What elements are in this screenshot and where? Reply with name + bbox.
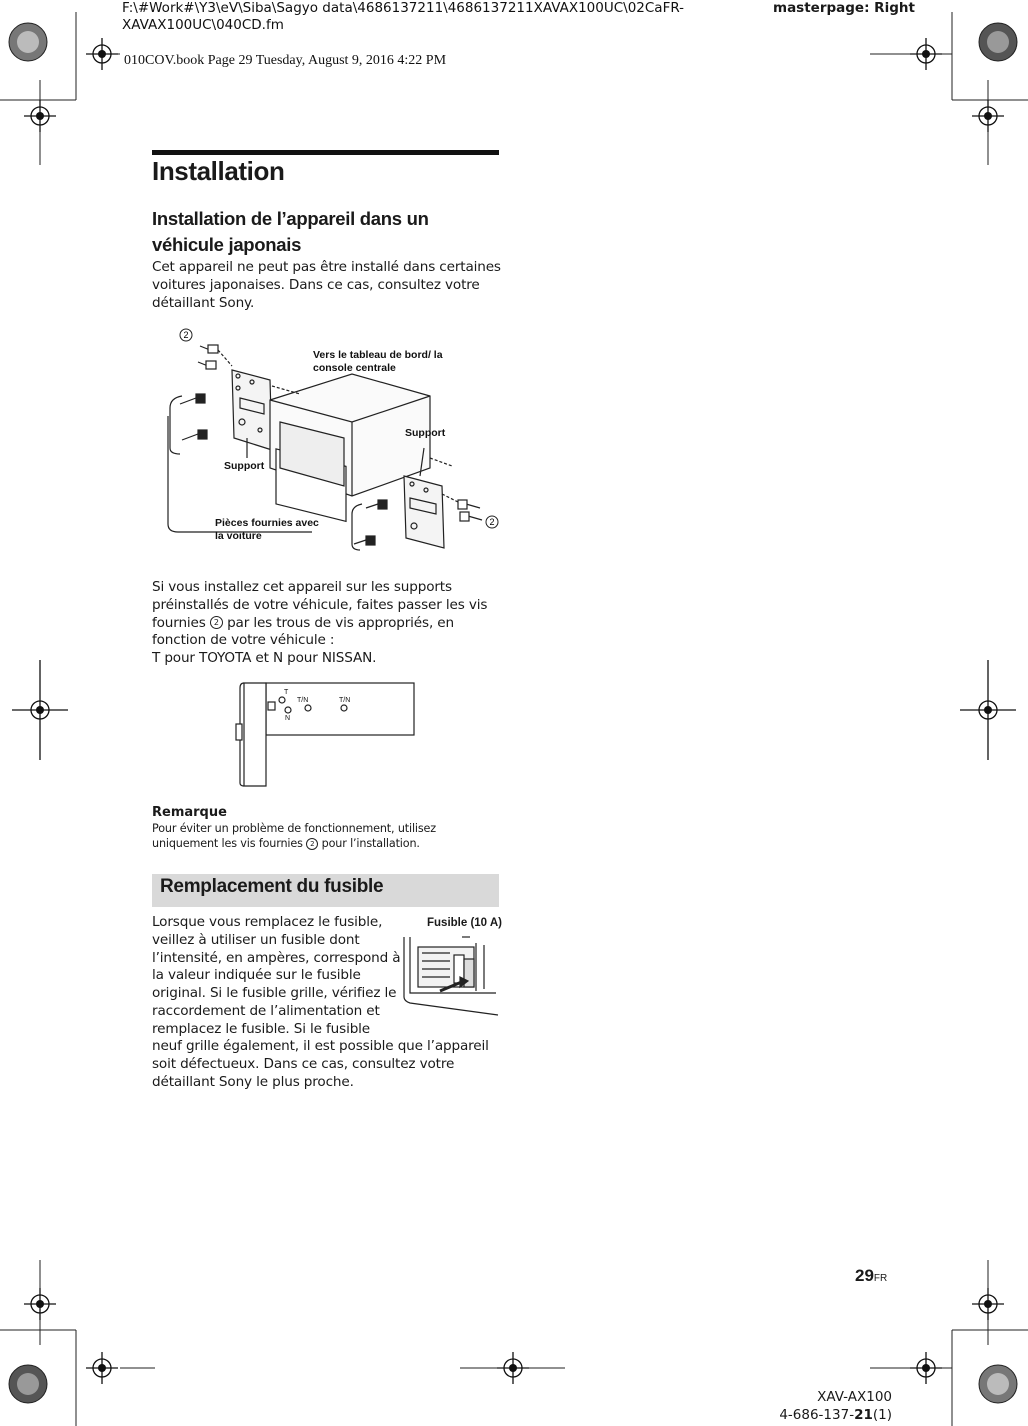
note-text bbox=[152, 821, 502, 851]
supports-text-3: T pour TOYOTA et N pour NISSAN. bbox=[152, 650, 377, 667]
masterpage-label: masterpage: Right bbox=[773, 0, 915, 16]
footer-code-suffix: (1) bbox=[872, 1407, 892, 1423]
file-path-line1: F:\#Work#\Y3\eV\Siba\Sagyo data\4686137211\4686137211XAVAX100UC\02CaFR- bbox=[122, 0, 685, 16]
page-number bbox=[855, 1266, 887, 1286]
fuse-paragraph-2: neuf grille également, il est possible que l’appareil soit défectueux. Dans ce cas, consultez votre détaillant Sony le plus proche. bbox=[152, 1038, 489, 1090]
intro-paragraph: Cet appareil ne peut pas être installé dans certaines voitures japonaises. Dans ce cas, consultez votre détaillant Sony. bbox=[152, 259, 501, 311]
note-title: Remarque bbox=[152, 805, 227, 820]
label-dashboard: Vers le tableau de bord/ la console centrale bbox=[313, 349, 443, 374]
label-support-left: Support bbox=[224, 460, 265, 472]
note-text-2: pour l’installation. bbox=[321, 837, 420, 850]
footer-code-prefix: 4-686-137- bbox=[779, 1407, 855, 1423]
hole-label-tn-1: T/N bbox=[297, 697, 309, 704]
callout-2-inline: 2 bbox=[210, 616, 223, 629]
section-rule bbox=[152, 150, 499, 155]
callout-2-note: 2 bbox=[306, 838, 318, 850]
page-lang: FR bbox=[873, 1273, 888, 1284]
supports-paragraph bbox=[152, 579, 502, 668]
label-support-right: Support bbox=[405, 427, 446, 439]
fuse-paragraph-1: Lorsque vous remplacez le fusible, veillez à utiliser un fusible dont l’intensité, en ampères, correspond à la valeur indiquée sur le fusible original. Si le fusible grille, vérifiez le raccordement de l’alimentation et remplacez le fusible. Si le fusible bbox=[152, 914, 401, 1037]
note-text-1: Pour éviter un problème de fonctionnement, utilisez uniquement les vis fournies bbox=[152, 822, 437, 850]
footer-code-bold: 21 bbox=[854, 1407, 873, 1423]
fuse-diagram bbox=[400, 933, 500, 1019]
subsection-title: Installation de l’appareil dans un véhicule japonais bbox=[152, 208, 429, 255]
footer-model-code bbox=[760, 1388, 892, 1424]
section-title: Installation bbox=[152, 156, 285, 186]
hole-label-n: N bbox=[285, 715, 291, 722]
supports-text-1: Si vous installez cet appareil sur les supports préinstallés de votre véhicule, faites passer les vis fournies bbox=[152, 579, 488, 631]
fuse-section-title: Remplacement du fusible bbox=[160, 876, 384, 897]
book-info: 010COV.book Page 29 Tuesday, August 9, 2016 4:22 PM bbox=[124, 53, 447, 68]
callout-2-top: 2 bbox=[183, 330, 189, 340]
fuse-label: Fusible (10 A) bbox=[427, 917, 502, 929]
side-view-diagram bbox=[232, 678, 418, 792]
label-parts-supplied: Pièces fournies avec la voiture bbox=[215, 517, 319, 542]
file-path-line2: XAVAX100UC\040CD.fm bbox=[122, 17, 284, 33]
footer-code bbox=[760, 1406, 892, 1424]
supports-text-2: par les trous de vis appropriés, en fonction de votre véhicule : bbox=[152, 614, 454, 649]
footer-model: XAV-AX100 bbox=[817, 1389, 892, 1405]
page-number-value: 29 bbox=[855, 1266, 874, 1285]
hole-label-tn-2: T/N bbox=[339, 697, 351, 704]
hole-label-t: T bbox=[284, 689, 289, 696]
callout-2-bottom: 2 bbox=[489, 517, 495, 527]
